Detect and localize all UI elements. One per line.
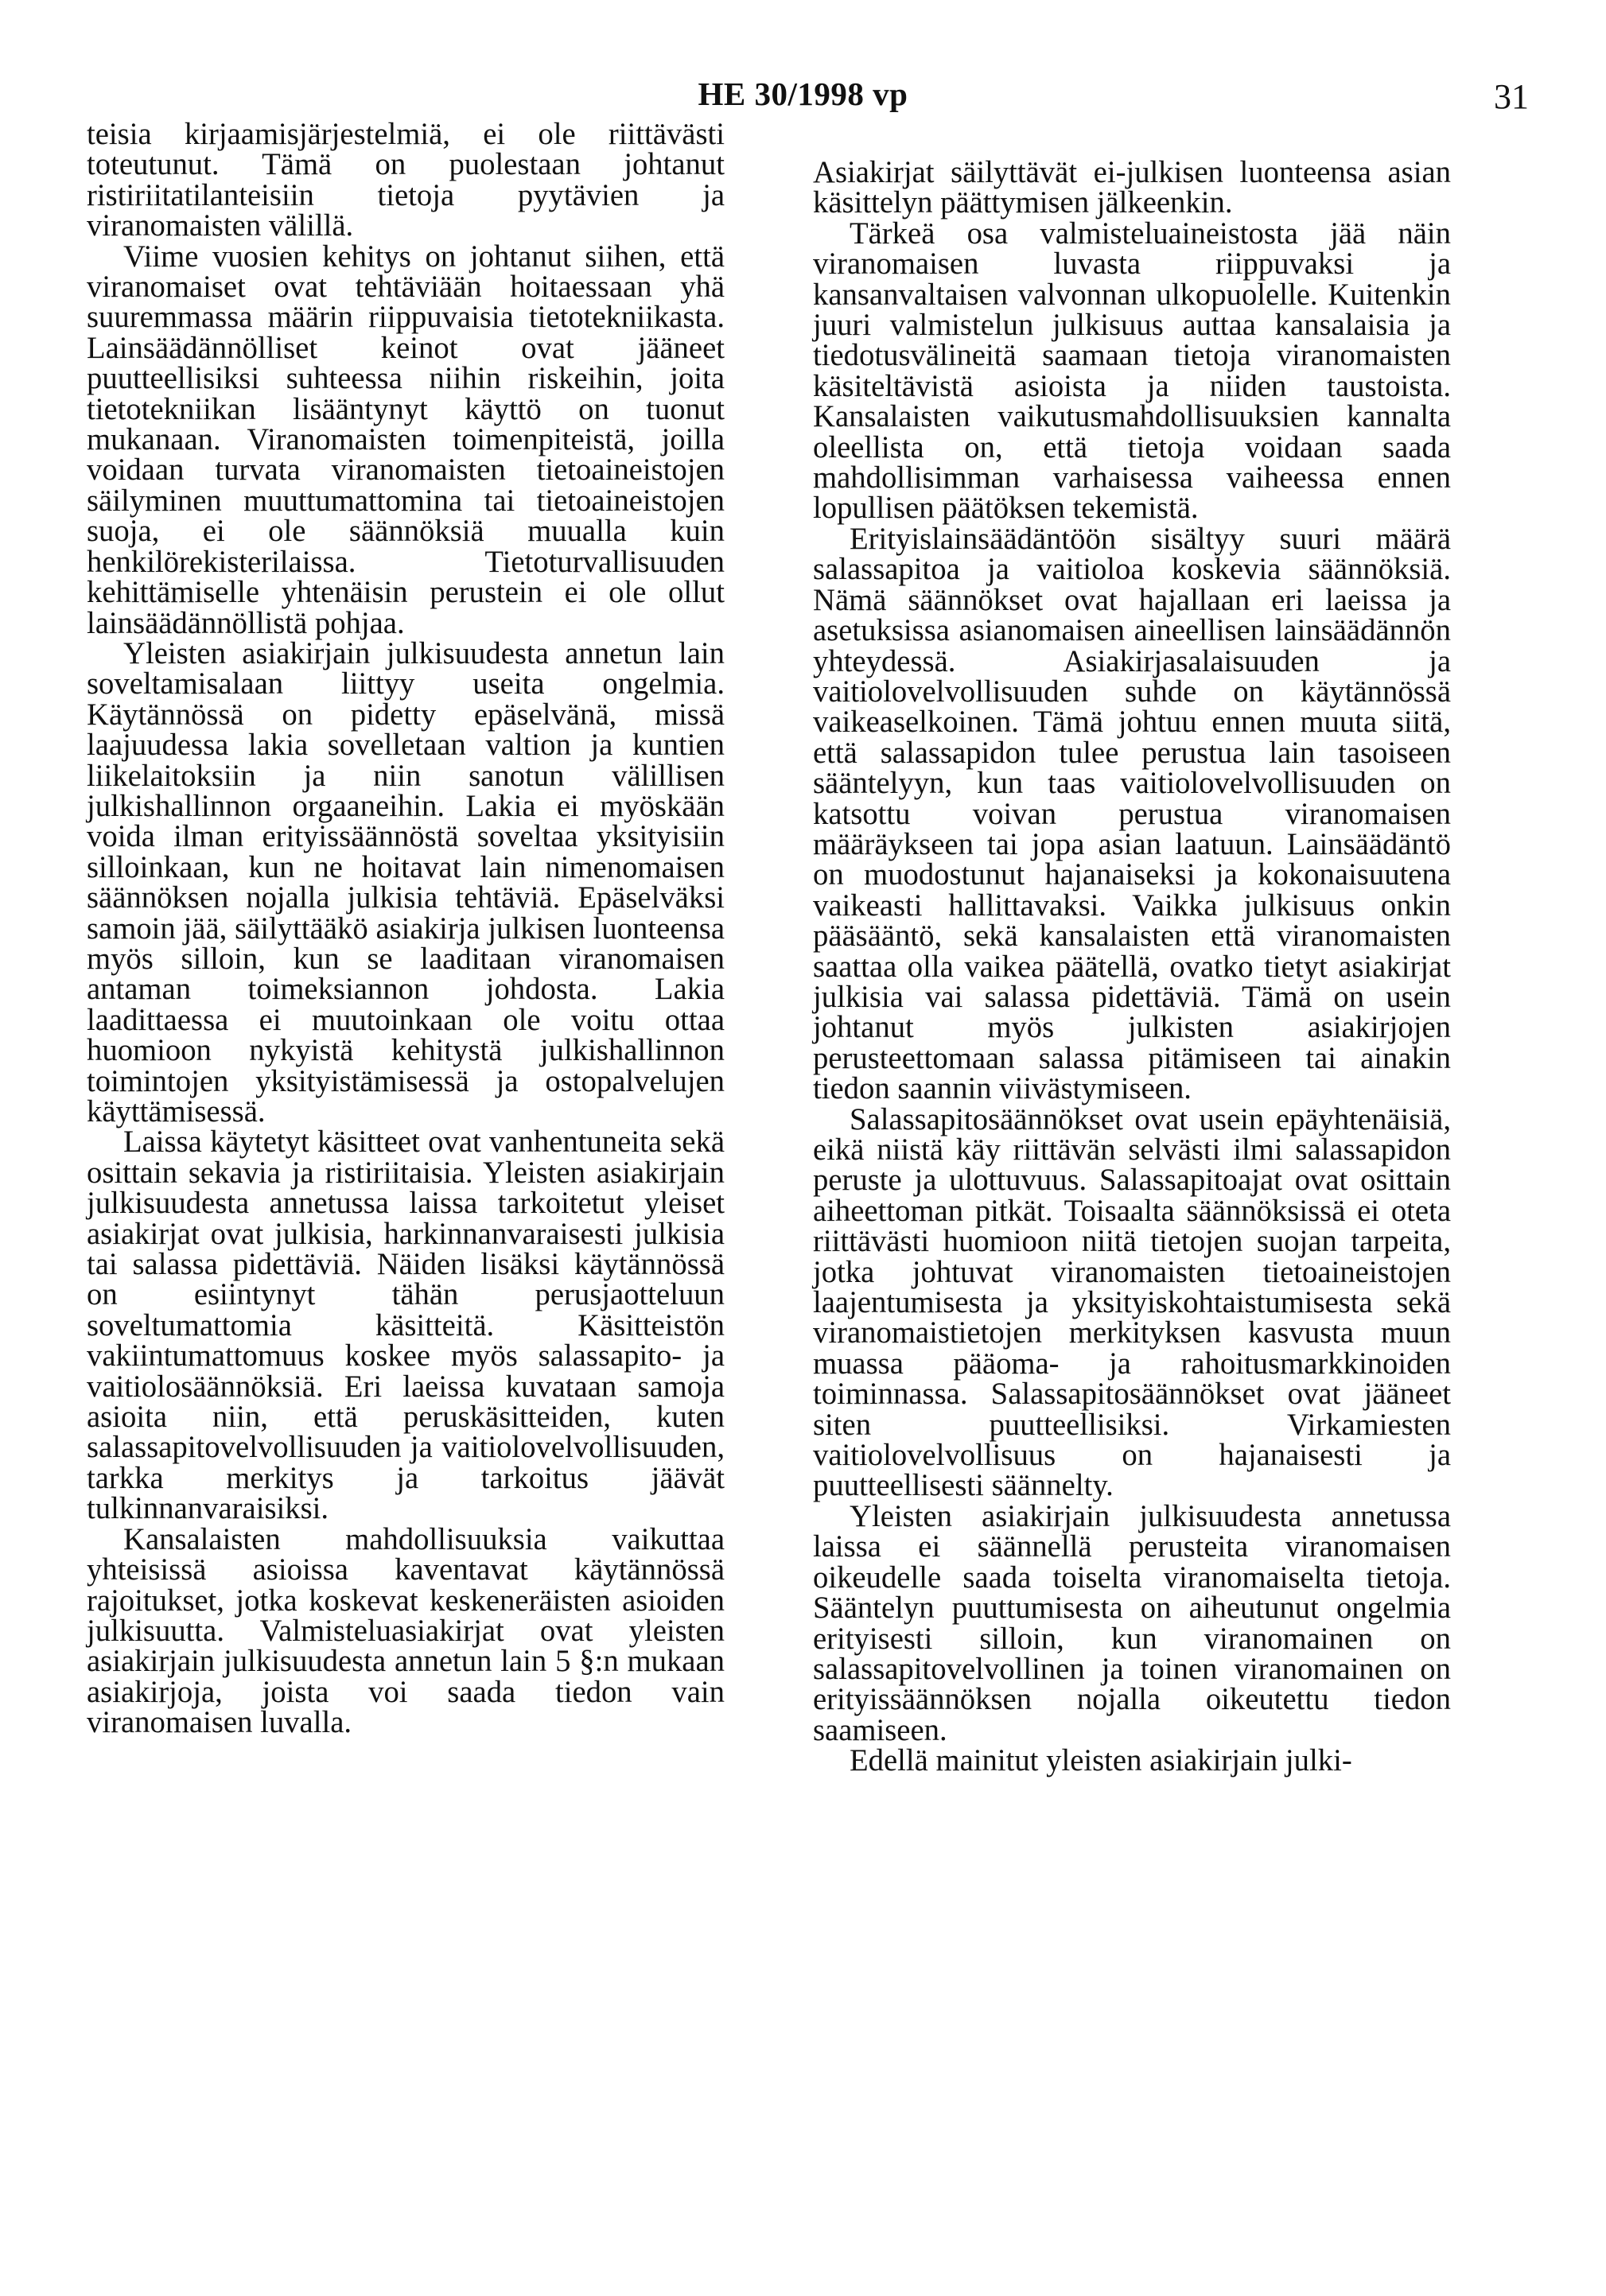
left-paragraph: Viime vuosien kehitys on johtanut siihen, että viranomaiset ovat tehtäviään hoitaessaan yhä suuremmassa määrin riippuvaisia tietotekniikasta. Lainsäädännölliset keinot ovat jääneet puutteellisiksi suhteessa niihin riskeihin, joita tietotekniikan lisääntynyt käyttö on tuonut mukanaan. Viranomaisten toimenpiteistä, joilla voidaan turvata viranomaisten tietoaineistojen säilyminen muuttumattomina tai tietoaineistojen suoja, ei ole säännöksiä muualla kuin henkilörekisterilaissa. Tietoturvallisuuden kehittämiselle yhtenäisin perustein ei ole ollut lainsäädännöllistä pohjaa. [87, 239, 725, 640]
right-paragraph: Asiakirjat säilyttävät ei-julkisen luonteensa asian käsittelyn päättymisen jälkeenkin. [813, 156, 1451, 220]
left-paragraph: Laissa käytetyt käsitteet ovat vanhentuneita sekä osittain sekavia ja ristiriitaisia. Yleisten asiakirjain julkisuudesta annetussa laissa tarkoitetut yleiset asiakirjat ovat julkisia, harkinnanvaraisesti julkisia tai salassa pidettäviä. Näiden lisäksi käytännössä on esiintynyt tähän perusjaotteluun soveltumattomia käsitteitä. Käsitteistön vakiintumattomuus koskee myös salassapito- ja vaitiolosäännöksiä. Eri laeissa kuvataan samoja asioita niin, että peruskäsitteiden, kuten salassapitovelvollisuuden ja vaitiolovelvollisuuden, tarkka merkitys ja tarkoitus jäävät tulkinnanvaraisiksi. [87, 1125, 725, 1526]
page-number: 31 [1494, 77, 1529, 116]
right-text-column [813, 157, 1451, 1777]
left-paragraph: teisia kirjaamisjärjestelmiä, ei ole riittävästi toteutunut. Tämä on puolestaan johtanut ristiriitatilanteisiin tietoja pyytävien ja viranomaisten välillä. [87, 118, 725, 243]
right-paragraph: Salassapitosäännökset ovat usein epäyhtenäisiä, eikä niistä käy riittävän selvästi ilmi salassapidon peruste ja ulottuvuus. Salassapitoajat ovat osittain aiheettoman pitkät. Toisaalta säännöksissä ei oteta riittävästi huomioon niitä tietojen suojan tarpeita, jotka johtuvat viranomaisten tietoaineistojen laajentumisesta ja yksityiskohtaistumisesta sekä viranomaistietojen merkityksen kasvusta muun muassa pääoma- ja rahoitusmarkkinoiden toiminnassa. Salassapitosäännökset ovat jääneet siten puutteellisiksi. Virkamiesten vaitiolovelvollisuus on hajanaisesti ja puutteellisesti säännelty. [813, 1102, 1451, 1503]
right-paragraph: Yleisten asiakirjain julkisuudesta annetussa laissa ei säännellä perusteita viranomaisen oikeudelle saada toiselta viranomaiselta tietoja. Sääntelyn puuttumisesta on aiheutunut ongelmia erityisesti silloin, kun viranomainen on salassapitovelvollinen ja toinen viranomainen on erityissäännöksen nojalla oikeutettu tiedon saamiseen. [813, 1499, 1451, 1747]
left-paragraph: Yleisten asiakirjain julkisuudesta annetun lain soveltamisalaan liittyy useita ongelmia. Käytännössä on pidetty epäselvänä, missä laajuudessa lakia sovelletaan valtion ja kuntien liikelaitoksiin ja niin sanotun välillisen julkishallinnon orgaaneihin. Lakia ei myöskään voida ilman erityissäännöstä soveltaa yksityisiin silloinkaan, kun ne hoitavat lain nimenomaisen säännöksen nojalla julkisia tehtäviä. Epäselväksi samoin jää, säilyttääkö asiakirja julkisen luonteensa myös silloin, kun se laaditaan viranomaisen antaman toimeksiannon johdosta. Lakia laadittaessa ei muutoinkaan ole voitu ottaa huomioon nykyistä kehitystä julkishallinnon toimintojen yksityistämisessä ja ostopalvelujen käyttämisessä. [87, 636, 725, 1129]
document-header-title: HE 30/1998 vp [698, 76, 908, 112]
left-paragraph: Kansalaisten mahdollisuuksia vaikuttaa yhteisissä asioissa kaventavat käytännössä rajoitukset, jotka koskevat keskeneräisten asioiden julkisuutta. Valmisteluasiakirjat ovat yleisten asiakirjain julkisuudesta annetun lain 5 §:n mukaan asiakirjoja, joista voi saada tiedon vain viranomaisen luvalla. [87, 1522, 725, 1740]
right-paragraph: Edellä mainitut yleisten asiakirjain julki- [850, 1744, 1352, 1778]
right-paragraph: Erityislainsäädäntöön sisältyy suuri määrä salassapitoa ja vaitioloa koskevia säännöksiä. Nämä säännökset ovat hajallaan eri laeissa ja asetuksissa asianomaisen aineellisen lainsäädännön yhteydessä. Asiakirjasalaisuuden ja vaitiolovelvollisuuden suhde on käytännössä vaikeaselkoinen. Tämä johtuu ennen muuta siitä, että salassapidon tulee perustua lain tasoiseen sääntelyyn, kun taas vaitiolovelvollisuuden on katsottu voivan perustua viranomaisen määräykseen tai jopa asian laatuun. Lainsäädäntö on muodostunut hajanaiseksi ja kokonaisuutena vaikeasti hallittavaksi. Vaikka julkisuus onkin pääsääntö, sekä kansalaisten että viranomaisten saattaa olla vaikea päätellä, ovatko tietyt asiakirjat julkisia vai salassa pidettäviä. Tämä on usein johtanut myös julkisten asiakirjojen perusteettomaan salassa pitämiseen tai ainakin tiedon saannin viivästymiseen. [813, 522, 1451, 1106]
right-paragraph: Tärkeä osa valmisteluaineistosta jää näin viranomaisen luvasta riippuvaksi ja kansanvaltaisen valvonnan ulkopuolelle. Kuitenkin juuri valmistelun julkisuus auttaa kansalaisia ja tiedotusvälineitä saamaan tietoja viranomaisten käsiteltävistä asioista ja niiden taustoista. Kansalaisten vaikutusmahdollisuuksien kannalta oleellista on, että tietoja voidaan saada mahdollisimman varhaisessa vaiheessa ennen lopullisen päätöksen tekemistä. [813, 216, 1451, 526]
left-text-column [87, 119, 725, 1739]
